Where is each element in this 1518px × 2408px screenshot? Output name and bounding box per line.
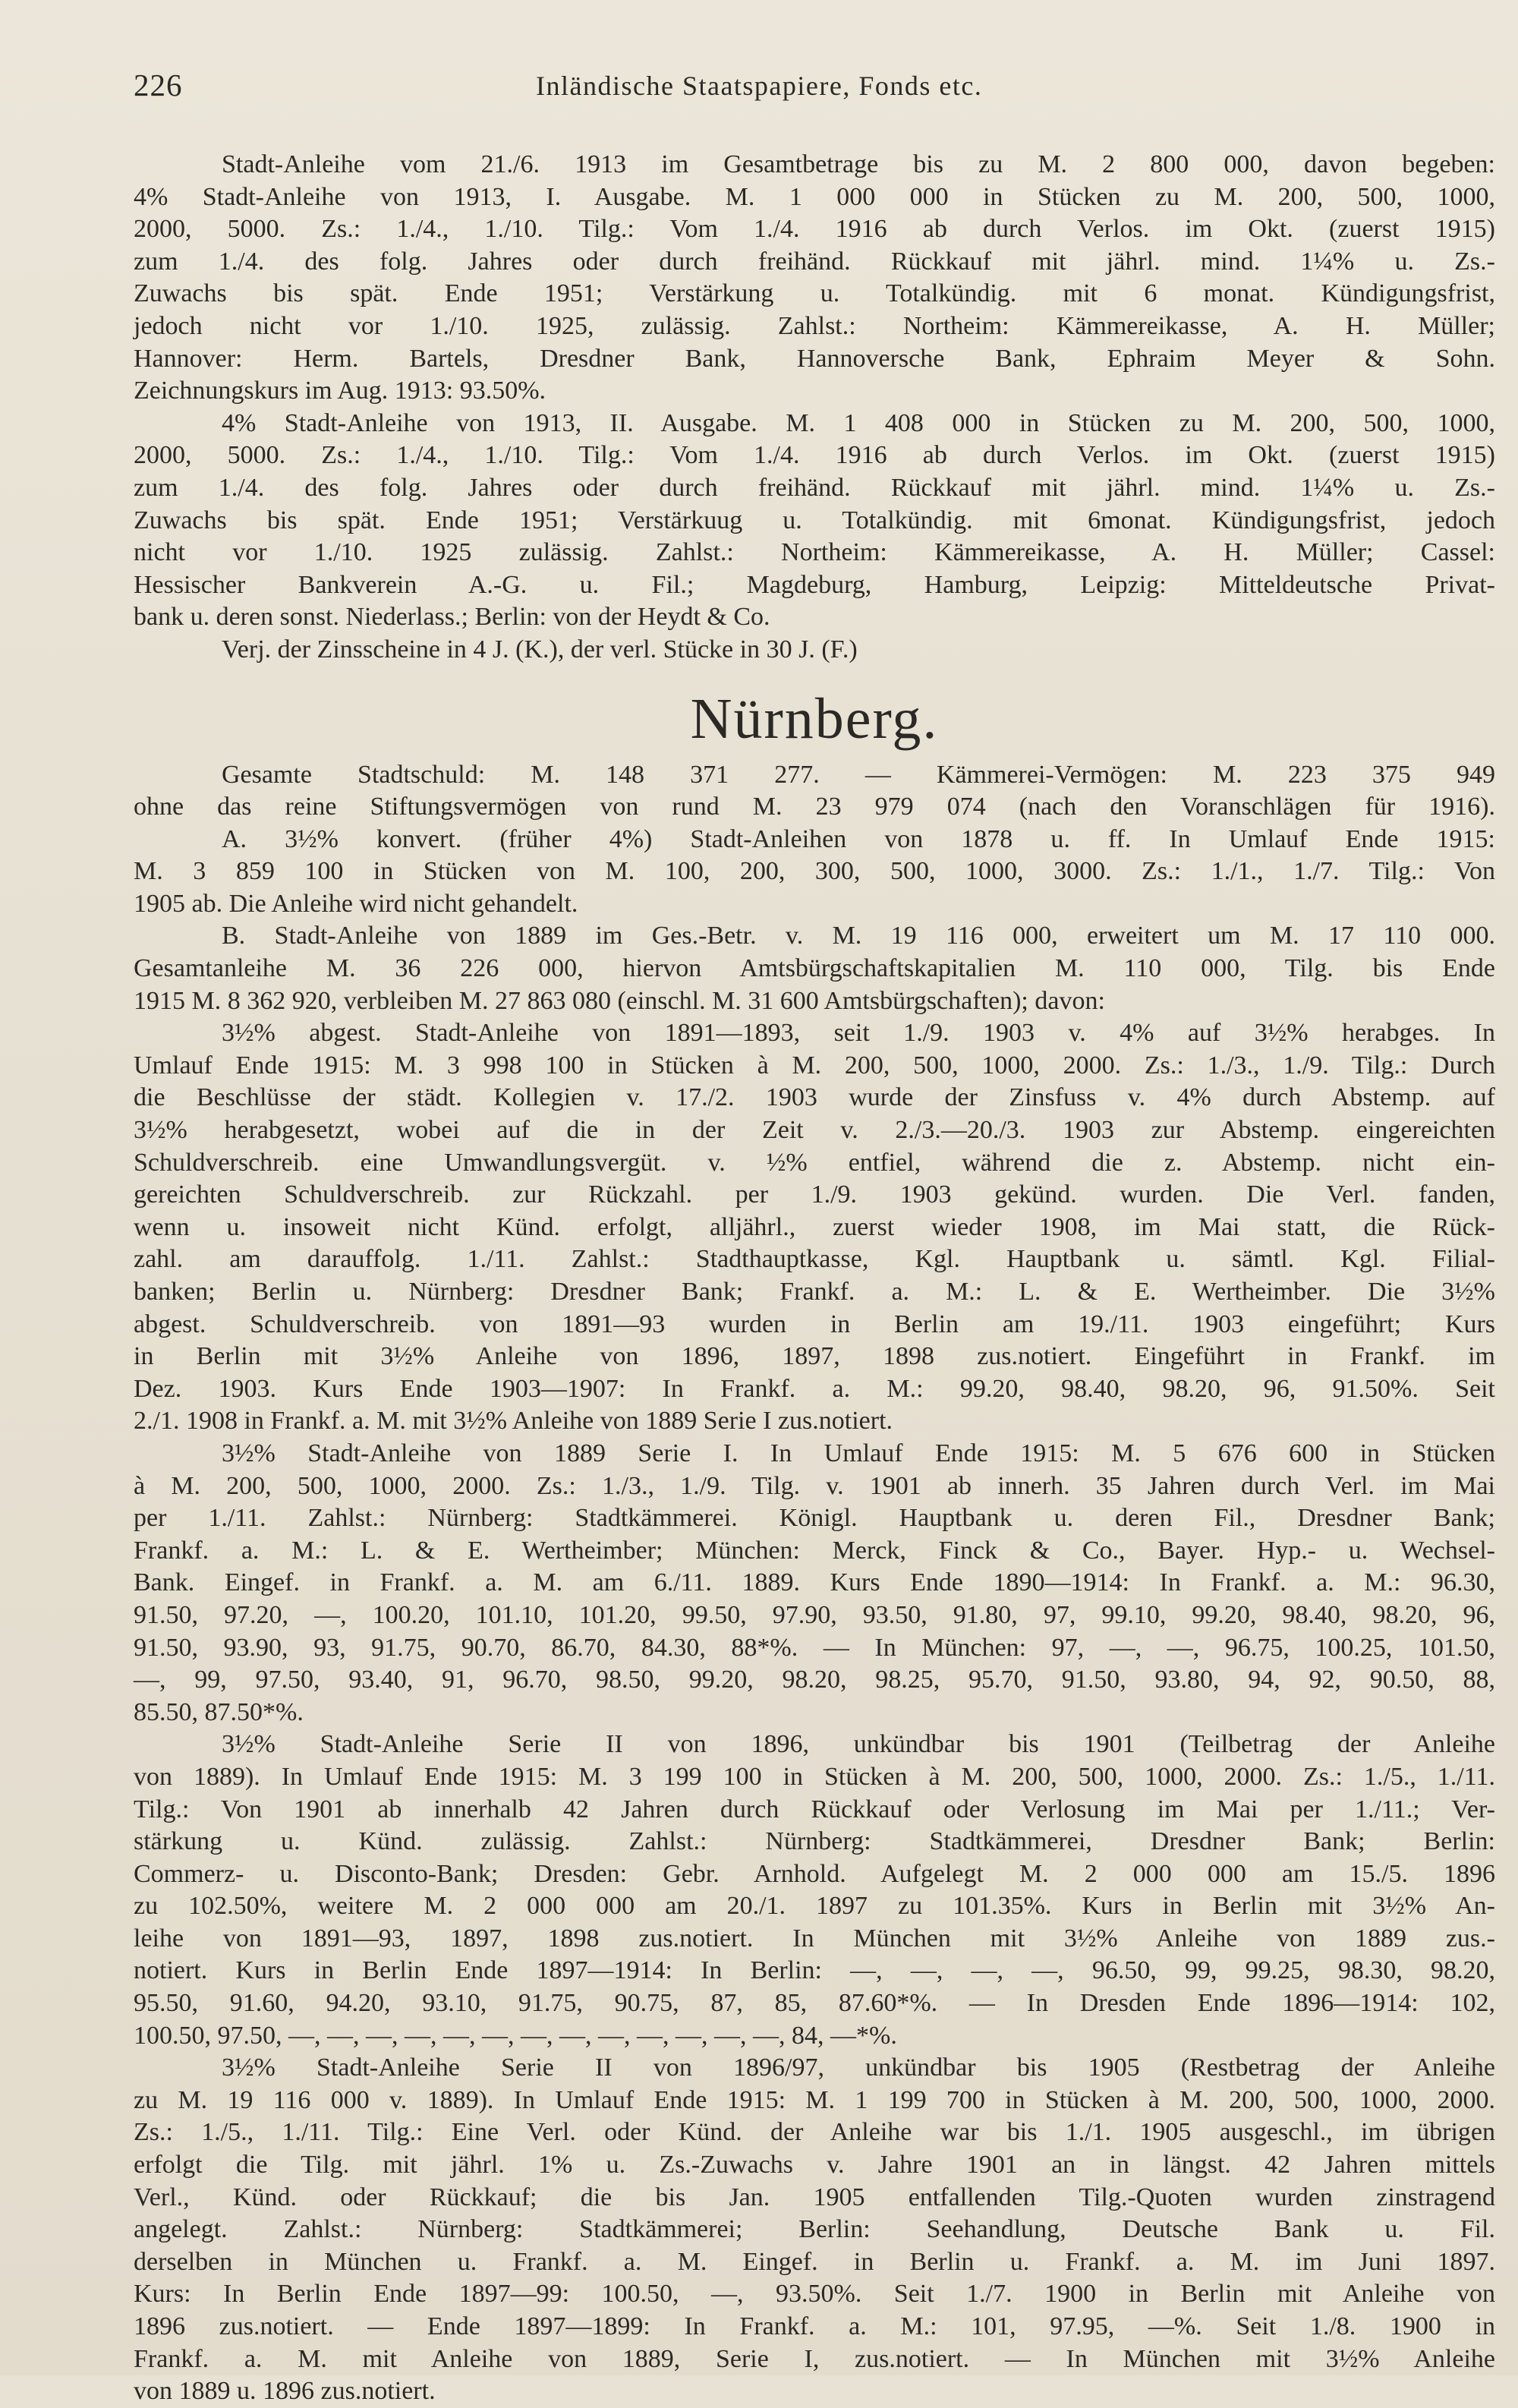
text-line: M. 3 859 100 in Stücken von M. 100, 200, 300, 500, 1000, 3000. Zs.: 1./1., 1./7. Tilg.: Von: [134, 857, 1495, 886]
text-line: Frankf. a. M. mit Anleihe von 1889, Serie I, zus.notiert. — In München mit 3½% Anleihe: [134, 2344, 1495, 2373]
text-line: zum 1./4. des folg. Jahres oder durch freihänd. Rückkauf mit jährl. mind. 1¼% u. Zs.-: [134, 247, 1495, 276]
text-line: Zuwachs bis spät. Ende 1951; Verstärkuug u. Totalkündig. mit 6monat. Kündigungsfrist, jedoch: [134, 506, 1495, 534]
nuernberg-section: [134, 759, 1495, 2408]
text-line: leihe von 1891—93, 1897, 1898 zus.notiert. In München mit 3½% Anleihe von 1889 zus.-: [134, 1924, 1495, 1953]
text-line: Umlauf Ende 1915: M. 3 998 100 in Stücken à M. 200, 500, 1000, 2000. Zs.: 1./3., 1./9. Tilg.: Durch: [134, 1051, 1495, 1080]
text-line: Schuldverschreib. eine Umwandlungsvergüt. v. ½% entfiel, während die z. Abstemp. nicht ein-: [134, 1148, 1495, 1177]
page-body: [134, 149, 1495, 2408]
text-line: 3½% abgest. Stadt-Anleihe von 1891—1893, seit 1./9. 1903 v. 4% auf 3½% herabges. In: [222, 1019, 1495, 1048]
text-line: à M. 200, 500, 1000, 2000. Zs.: 1./3., 1./9. Tilg. v. 1901 ab innerh. 35 Jahren durch Verl. im Mai: [134, 1471, 1495, 1500]
text-line: 1915 M. 8 362 920, verbleiben M. 27 863 080 (einschl. M. 31 600 Amtsbürgschaften); davon:: [134, 986, 1105, 1015]
text-line: bank u. deren sonst. Niederlass.; Berlin: von der Heydt & Co.: [134, 603, 770, 632]
text-line: angelegt. Zahlst.: Nürnberg: Stadtkämmerei; Berlin: Seehandlung, Deutsche Bank u. Fil.: [134, 2215, 1495, 2244]
text-line: erfolgt die Tilg. mit jährl. 1% u. Zs.-Zuwachs v. Jahre 1901 an in längst. 42 Jahren mittels: [134, 2151, 1495, 2179]
page-number: 226: [134, 68, 183, 102]
text-line: Stadt-Anleihe vom 21./6. 1913 im Gesamtbetrage bis zu M. 2 800 000, davon begeben:: [222, 150, 1495, 178]
text-line: Hessischer Bankverein A.-G. u. Fil.; Magdeburg, Hamburg, Leipzig: Mitteldeutsche Privat-: [134, 570, 1495, 599]
text-line: 3½% Stadt-Anleihe von 1889 Serie I. In Umlauf Ende 1915: M. 5 676 600 in Stücken: [222, 1439, 1495, 1467]
text-line: Hannover: Herm. Bartels, Dresdner Bank, Hannoversche Bank, Ephraim Meyer & Sohn.: [134, 344, 1495, 373]
text-line: 3½% Stadt-Anleihe Serie II von 1896, unkündbar bis 1901 (Teilbetrag der Anleihe: [222, 1730, 1495, 1759]
text-line: zu M. 19 116 000 v. 1889). In Umlauf Ende 1915: M. 1 199 700 in Stücken à M. 200, 500, 1000, 2000.: [134, 2085, 1495, 2114]
text-line: 91.50, 93.90, 93, 91.75, 90.70, 86.70, 84.30, 88*%. — In München: 97, —, —, 96.75, 100.25, 101.50,: [134, 1633, 1495, 1662]
text-line: 4% Stadt-Anleihe von 1913, I. Ausgabe. M. 1 000 000 in Stücken zu M. 200, 500, 1000,: [134, 182, 1495, 211]
text-line: zahl. am darauffolg. 1./11. Zahlst.: Stadthauptkasse, Kgl. Hauptbank u. sämtl. Kgl. Filial-: [134, 1245, 1495, 1274]
page-header: [134, 67, 1427, 112]
text-line: zu 102.50%, weitere M. 2 000 000 am 20./1. 1897 zu 101.35%. Kurs in Berlin mit 3½% An-: [134, 1892, 1495, 1921]
text-line: zum 1./4. des folg. Jahres oder durch freihänd. Rückkauf mit jährl. mind. 1¼% u. Zs.-: [134, 473, 1495, 502]
text-line: Gesamtanleihe M. 36 226 000, hiervon Amtsbürgschaftskapitalien M. 110 000, Tilg. bis Ende: [134, 954, 1495, 983]
text-line: Verl., Künd. oder Rückkauf; die bis Jan. 1905 entfallenden Tilg.-Quoten wurden zinstragend: [134, 2183, 1495, 2211]
text-line: 4% Stadt-Anleihe von 1913, II. Ausgabe. M. 1 408 000 in Stücken zu M. 200, 500, 1000,: [222, 408, 1495, 437]
text-line: Zuwachs bis spät. Ende 1951; Verstärkung u. Totalkündig. mit 6 monat. Kündigungsfrist,: [134, 279, 1495, 308]
text-line: die Beschlüsse der städt. Kollegien v. 17./2. 1903 wurde der Zinsfuss v. 4% durch Abstemp. auf: [134, 1083, 1495, 1112]
text-line: notiert. Kurs in Berlin Ende 1897—1914: In Berlin: —, —, —, —, 96.50, 99, 99.25, 98.30, 98.20,: [134, 1956, 1495, 1985]
text-line: 2./1. 1908 in Frankf. a. M. mit 3½% Anleihe von 1889 Serie I zus.notiert.: [134, 1407, 893, 1436]
northeim-section: [134, 149, 1495, 667]
running-head: Inländische Staatspapiere, Fonds etc.: [536, 71, 983, 101]
text-line: Commerz- u. Disconto-Bank; Dresden: Gebr. Arnhold. Aufgelegt M. 2 000 000 am 15./5. 1896: [134, 1859, 1495, 1888]
text-line: gereichten Schuldverschreib. zur Rückzahl. per 1./9. 1903 gekünd. wurden. Die Verl. fanden,: [134, 1180, 1495, 1209]
city-heading: Nürnberg.: [690, 686, 939, 751]
text-line: Zs.: 1./5., 1./11. Tilg.: Eine Verl. oder Künd. der Anleihe war bis 1./1. 1905 ausgeschl., im übrigen: [134, 2118, 1495, 2147]
text-line: abgest. Schuldverschreib. von 1891—93 wurden in Berlin am 19./11. 1903 eingeführt; Kurs: [134, 1310, 1495, 1338]
text-line: Frankf. a. M.: L. & E. Wertheimber; München: Merck, Finck & Co., Bayer. Hyp.- u. Wechsel-: [134, 1536, 1495, 1565]
text-line: jedoch nicht vor 1./10. 1925, zulässig. Zahlst.: Northeim: Kämmereikasse, A. H. Müller;: [134, 311, 1495, 340]
text-line: von 1889). In Umlauf Ende 1915: M. 3 199 100 in Stücken à M. 200, 500, 1000, 2000. Zs.: 1./5., 1./11.: [134, 1762, 1495, 1791]
text-line: 85.50, 87.50*%.: [134, 1697, 304, 1726]
text-line: B. Stadt-Anleihe von 1889 im Ges.-Betr. v. M. 19 116 000, erweitert um M. 17 110 000.: [222, 922, 1495, 950]
text-line: 1896 zus.notiert. — Ende 1897—1899: In Frankf. a. M.: 101, 97.95, —%. Seit 1./8. 1900 in: [134, 2312, 1495, 2340]
text-line: Zeichnungskurs im Aug. 1913: 93.50%.: [134, 377, 546, 405]
text-line: —, 99, 97.50, 93.40, 91, 96.70, 98.50, 99.20, 98.20, 98.25, 95.70, 91.50, 93.80, 94, 92, 90.50, 88,: [134, 1666, 1495, 1694]
text-line: Kurs: In Berlin Ende 1897—99: 100.50, —, 93.50%. Seit 1./7. 1900 in Berlin mit Anleihe von: [134, 2280, 1495, 2309]
text-line: ohne das reine Stiftungsvermögen von rund M. 23 979 074 (nach den Voranschlägen für 1916).: [134, 793, 1495, 821]
text-line: wenn u. insoweit nicht Künd. erfolgt, alljährl., zuerst wieder 1908, im Mai statt, die Rück-: [134, 1212, 1495, 1241]
text-line: derselben in München u. Frankf. a. M. Eingef. in Berlin u. Frankf. a. M. im Juni 1897.: [134, 2247, 1495, 2276]
text-line: 3½% Stadt-Anleihe Serie II von 1896/97, unkündbar bis 1905 (Restbetrag der Anleihe: [222, 2053, 1495, 2082]
text-line: 100.50, 97.50, —, —, —, —, —, —, —, —, —, —, —, —, —, 84, —*%.: [134, 2021, 897, 2050]
text-line: A. 3½% konvert. (früher 4%) Stadt-Anleihen von 1878 u. ff. In Umlauf Ende 1915:: [222, 824, 1495, 853]
text-line: Gesamte Stadtschuld: M. 148 371 277. — Kämmerei-Vermögen: M. 223 375 949: [222, 760, 1495, 789]
text-line: nicht vor 1./10. 1925 zulässig. Zahlst.: Northeim: Kämmereikasse, A. H. Müller; Cassel:: [134, 538, 1495, 567]
text-line: 2000, 5000. Zs.: 1./4., 1./10. Tilg.: Vom 1./4. 1916 ab durch Verlos. im Okt. (zuerst 1915): [134, 215, 1495, 244]
text-line: stärkung u. Künd. zulässig. Zahlst.: Nürnberg: Stadtkämmerei, Dresdner Bank; Berlin:: [134, 1827, 1495, 1856]
text-line: Bank. Eingef. in Frankf. a. M. am 6./11. 1889. Kurs Ende 1890—1914: In Frankf. a. M.: 96.30,: [134, 1568, 1495, 1597]
text-line: 1905 ab. Die Anleihe wird nicht gehandelt.: [134, 889, 578, 918]
text-line: 95.50, 91.60, 94.20, 93.10, 91.75, 90.75, 87, 85, 87.60*%. — In Dresden Ende 1896—1914: 102,: [134, 1989, 1495, 2018]
text-line: von 1889 u. 1896 zus.notiert.: [134, 2377, 436, 2406]
text-line: Verj. der Zinsscheine in 4 J. (K.), der verl. Stücke in 30 J. (F.): [222, 635, 858, 663]
text-line: Dez. 1903. Kurs Ende 1903—1907: In Frankf. a. M.: 99.20, 98.40, 98.20, 96, 91.50%. Seit: [134, 1374, 1495, 1403]
text-line: Tilg.: Von 1901 ab innerhalb 42 Jahren durch Rückkauf oder Verlosung im Mai per 1./11.; Ver-: [134, 1795, 1495, 1823]
text-line: 2000, 5000. Zs.: 1./4., 1./10. Tilg.: Vom 1./4. 1916 ab durch Verlos. im Okt. (zuerst 1915): [134, 441, 1495, 470]
text-line: 91.50, 97.20, —, 100.20, 101.10, 101.20, 99.50, 97.90, 93.50, 91.80, 97, 99.10, 99.20, 98.40, 98.20, 96,: [134, 1600, 1495, 1629]
text-line: per 1./11. Zahlst.: Nürnberg: Stadtkämmerei. Königl. Hauptbank u. deren Fil., Dresdner Bank;: [134, 1504, 1495, 1533]
text-line: banken; Berlin u. Nürnberg: Dresdner Bank; Frankf. a. M.: L. & E. Wertheimber. Die 3½%: [134, 1278, 1495, 1306]
text-line: 3½% herabgesetzt, wobei auf die in der Zeit v. 2./3.—20./3. 1903 zur Abstemp. eingereichten: [134, 1116, 1495, 1145]
text-line: in Berlin mit 3½% Anleihe von 1896, 1897, 1898 zus.notiert. Eingeführt in Frankf. im: [134, 1342, 1495, 1371]
